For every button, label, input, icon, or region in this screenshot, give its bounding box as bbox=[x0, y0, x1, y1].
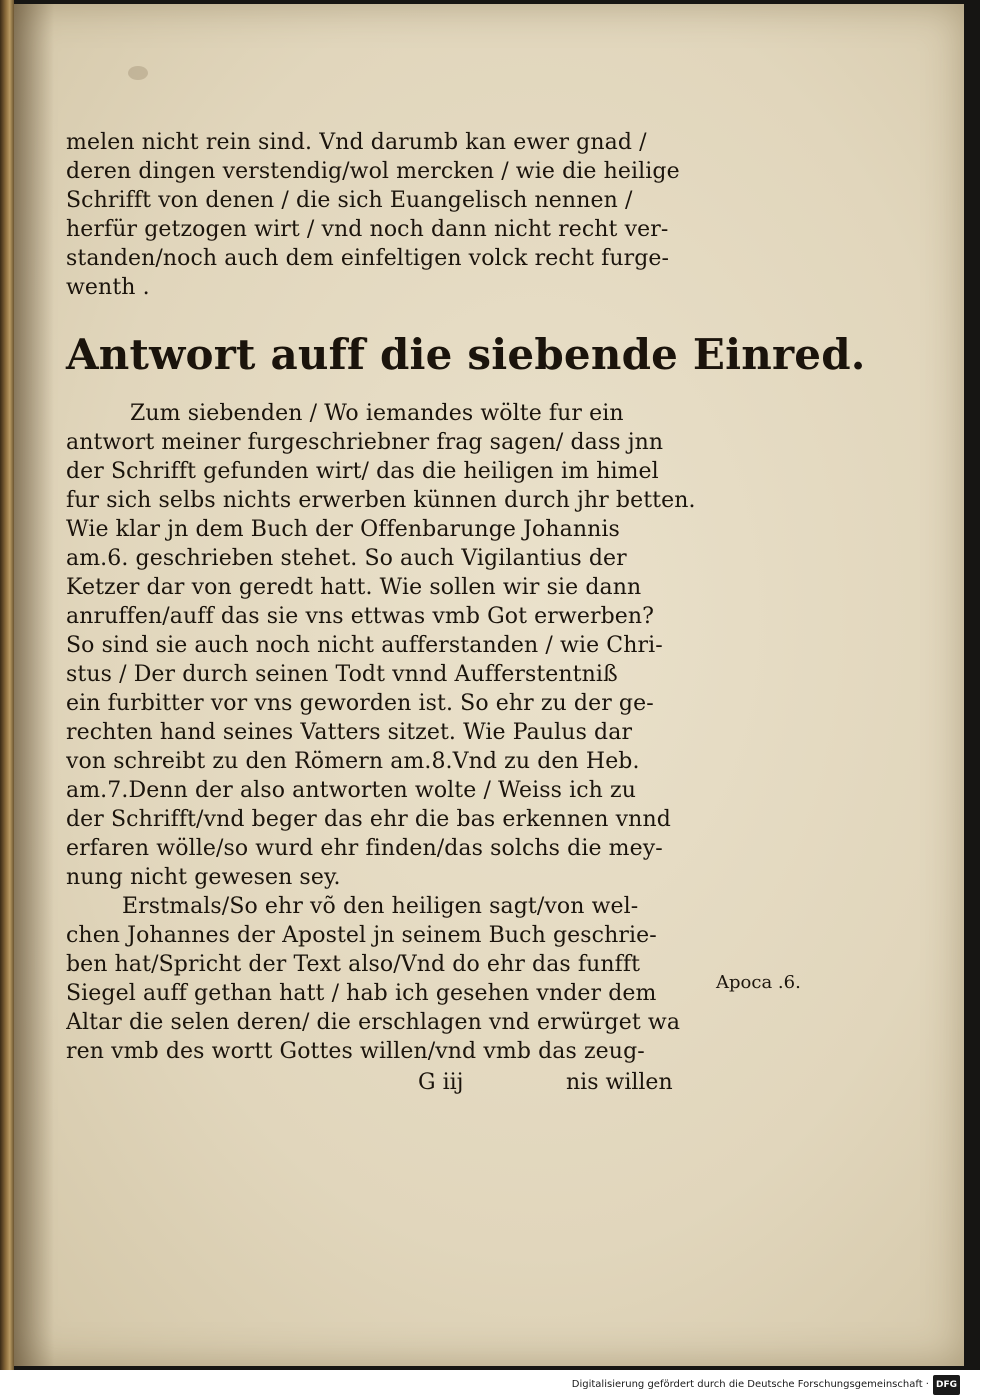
text-line: chen Johannes der Apostel jn seinem Buch geschrie‑ bbox=[66, 923, 657, 948]
text-line: wenth . bbox=[66, 275, 150, 300]
text-line: Ketzer dar von geredt hatt. Wie sollen wir sie dann bbox=[66, 575, 642, 600]
text-line: Wie klar jn dem Buch der Offenbarunge Johannis bbox=[66, 517, 620, 542]
catchword: nis willen bbox=[566, 1070, 673, 1095]
text-line: So sind sie auch noch nicht aufferstanden / wie Chri‑ bbox=[66, 633, 663, 658]
paper-stain bbox=[128, 66, 148, 80]
text-line: ein furbitter vor vns geworden ist. So ehr zu der ge‑ bbox=[66, 691, 654, 716]
text-line: melen nicht rein sind. Vnd darumb kan ewer gnad / bbox=[66, 130, 647, 155]
dfg-logo: DFG bbox=[933, 1375, 960, 1395]
text-line: standen/noch auch dem einfeltigen volck recht furge‑ bbox=[66, 246, 670, 271]
text-line: deren dingen verstendig/wol mercken / wie die heilige bbox=[66, 159, 680, 184]
text-line: anruffen/auff das sie vns ettwas vmb Got erwerben? bbox=[66, 604, 655, 629]
text-line: von schreibt zu den Römern am.8.Vnd zu den Heb. bbox=[66, 749, 640, 774]
catch-line bbox=[66, 1066, 706, 1100]
text-line: Siegel auff gethan hatt / hab ich gesehen vnder dem bbox=[66, 981, 657, 1006]
spine-shadow bbox=[14, 4, 54, 1366]
book-edge bbox=[0, 0, 14, 1370]
text-lines-before-heading bbox=[66, 128, 706, 302]
text-line: erfaren wölle/so wurd ehr finden/das solchs die mey‑ bbox=[66, 836, 663, 861]
text-line: Altar die selen deren/ die erschlagen vnd erwürget wa bbox=[66, 1010, 681, 1035]
text-line: rechten hand seines Vatters sitzet. Wie Paulus dar bbox=[66, 720, 633, 745]
text-line: der Schrifft/vnd beger das ehr die bas erkennen vnnd bbox=[66, 807, 671, 832]
text-line: ren vmb des wortt Gottes willen/vnd vmb das zeug‑ bbox=[66, 1039, 645, 1064]
text-line: Schrifft von denen / die sich Euangelisch nennen / bbox=[66, 188, 633, 213]
text-line: herfür getzogen wirt / vnd noch dann nicht recht ver‑ bbox=[66, 217, 669, 242]
text-line: fur sich selbs nichts erwerben künnen durch jhr betten. bbox=[66, 488, 696, 513]
text-line: ben hat/Spricht der Text also/Vnd do ehr das funfft bbox=[66, 952, 641, 977]
paragraph-1 bbox=[66, 399, 706, 892]
text-line: nung nicht gewesen sey. bbox=[66, 865, 341, 890]
text-line: antwort meiner furgeschriebner frag sagen/ dass jnn bbox=[66, 430, 664, 455]
signature-mark: G iij bbox=[418, 1070, 464, 1095]
margin-note: Apoca .6. bbox=[716, 972, 801, 993]
text-line: am.6. geschrieben stehet. So auch Vigilantius der bbox=[66, 546, 627, 571]
footer-credit: Digitalisierung gefördert durch die Deutsche Forschungsgemeinschaft · bbox=[571, 1379, 929, 1390]
digitization-footer bbox=[572, 1376, 960, 1394]
text-line: stus / Der durch seinen Todt vnnd Aufferstentniß bbox=[66, 662, 618, 687]
text-line: Zum siebenden / Wo iemandes wölte fur ein bbox=[130, 401, 624, 426]
text-line: Erstmals/So ehr võ den heiligen sagt/von wel‑ bbox=[122, 894, 639, 919]
section-heading-row bbox=[66, 313, 866, 397]
text-line: am.7.Denn der also antworten wolte / Weiss ich zu bbox=[66, 778, 636, 803]
section-heading: Antwort auff die siebende Einred. bbox=[66, 330, 866, 379]
text-line: der Schrifft gefunden wirt/ das die heiligen im himel bbox=[66, 459, 659, 484]
paragraph-2 bbox=[66, 892, 706, 1066]
